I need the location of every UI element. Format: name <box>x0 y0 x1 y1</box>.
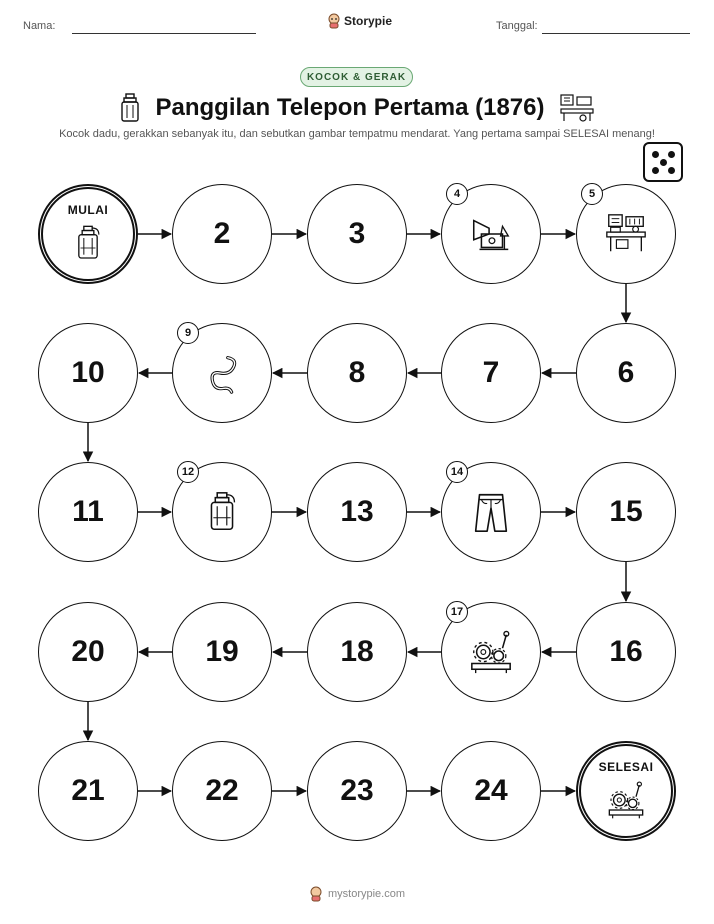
storypie-mascot-icon <box>327 13 341 29</box>
gears-machine-icon <box>606 780 646 820</box>
gramophone-icon <box>468 211 514 257</box>
finish-space <box>576 741 676 841</box>
board-space-5 <box>576 184 676 284</box>
board-space-21 <box>38 741 138 841</box>
wire-icon <box>199 350 245 396</box>
board-space-17 <box>441 602 541 702</box>
space-number: 16 <box>609 635 643 668</box>
space-number: 11 <box>72 495 104 528</box>
title-row <box>0 92 714 124</box>
board-space-7 <box>441 323 541 423</box>
storypie-mascot-icon <box>309 886 323 902</box>
brand-name: Storypie <box>344 14 393 28</box>
start-space <box>38 184 138 284</box>
board-space-8 <box>307 323 407 423</box>
board-space-4 <box>441 184 541 284</box>
space-number: 19 <box>205 635 239 668</box>
board-space-12 <box>172 462 272 562</box>
workbench-icon <box>559 93 595 123</box>
board-space-19 <box>172 602 272 702</box>
footer-url: mystorypie.com <box>327 888 406 900</box>
date-line <box>542 33 690 34</box>
bottle-icon <box>68 223 108 263</box>
space-number: 22 <box>205 774 239 807</box>
space-number-badge: 14 <box>446 461 468 483</box>
board-space-22 <box>172 741 272 841</box>
space-number: 23 <box>340 774 374 807</box>
space-number-badge: 4 <box>446 183 468 205</box>
board-space-20 <box>38 602 138 702</box>
gears-machine-icon <box>468 629 514 675</box>
bottle-icon <box>199 489 245 535</box>
board-space-18 <box>307 602 407 702</box>
board-space-15 <box>576 462 676 562</box>
bottle-icon <box>119 93 141 123</box>
board-space-9 <box>172 323 272 423</box>
space-number: 6 <box>617 356 635 389</box>
workbench-icon <box>603 211 649 257</box>
die-pip <box>652 151 659 158</box>
board-space-10 <box>38 323 138 423</box>
category-badge: KOCOK & GERAK <box>300 67 413 87</box>
board-space-6 <box>576 323 676 423</box>
name-label: Nama: <box>23 20 56 32</box>
page-title: Panggilan Telepon Pertama (1876) <box>155 94 545 121</box>
date-label: Tanggal: <box>496 20 538 32</box>
space-number: 24 <box>474 774 508 807</box>
space-number: 7 <box>482 356 500 389</box>
space-number-badge: 17 <box>446 601 468 623</box>
board-space-23 <box>307 741 407 841</box>
die-pip <box>668 167 675 174</box>
space-number: 15 <box>609 495 643 528</box>
board-space-11 <box>38 462 138 562</box>
footer <box>0 886 714 902</box>
die-pip <box>660 159 667 166</box>
finish-label: SELESAI <box>598 760 654 774</box>
die-icon <box>643 142 683 182</box>
board-space-13 <box>307 462 407 562</box>
space-number-badge: 12 <box>177 461 199 483</box>
board-space-24 <box>441 741 541 841</box>
space-number: 8 <box>348 356 366 389</box>
start-label: MULAI <box>67 203 109 217</box>
board-space-14 <box>441 462 541 562</box>
space-number: 13 <box>340 495 374 528</box>
instructions-text: Kocok dadu, gerakkan sebanyak itu, dan sebutkan gambar tempatmu mendarat. Yang pertama sampai SELESAI menang! <box>59 128 655 140</box>
board-space-3 <box>307 184 407 284</box>
space-number-badge: 9 <box>177 322 199 344</box>
die-pip <box>668 151 675 158</box>
space-number: 2 <box>213 217 231 250</box>
board-space-2 <box>172 184 272 284</box>
die-pip <box>652 167 659 174</box>
board-space-16 <box>576 602 676 702</box>
space-number-badge: 5 <box>581 183 603 205</box>
space-number: 10 <box>71 356 105 389</box>
brand-logo <box>327 13 392 29</box>
name-line <box>72 33 256 34</box>
trousers-icon <box>468 489 514 535</box>
space-number: 3 <box>348 217 366 250</box>
space-number: 18 <box>340 635 374 668</box>
space-number: 21 <box>71 774 105 807</box>
space-number: 20 <box>71 635 105 668</box>
